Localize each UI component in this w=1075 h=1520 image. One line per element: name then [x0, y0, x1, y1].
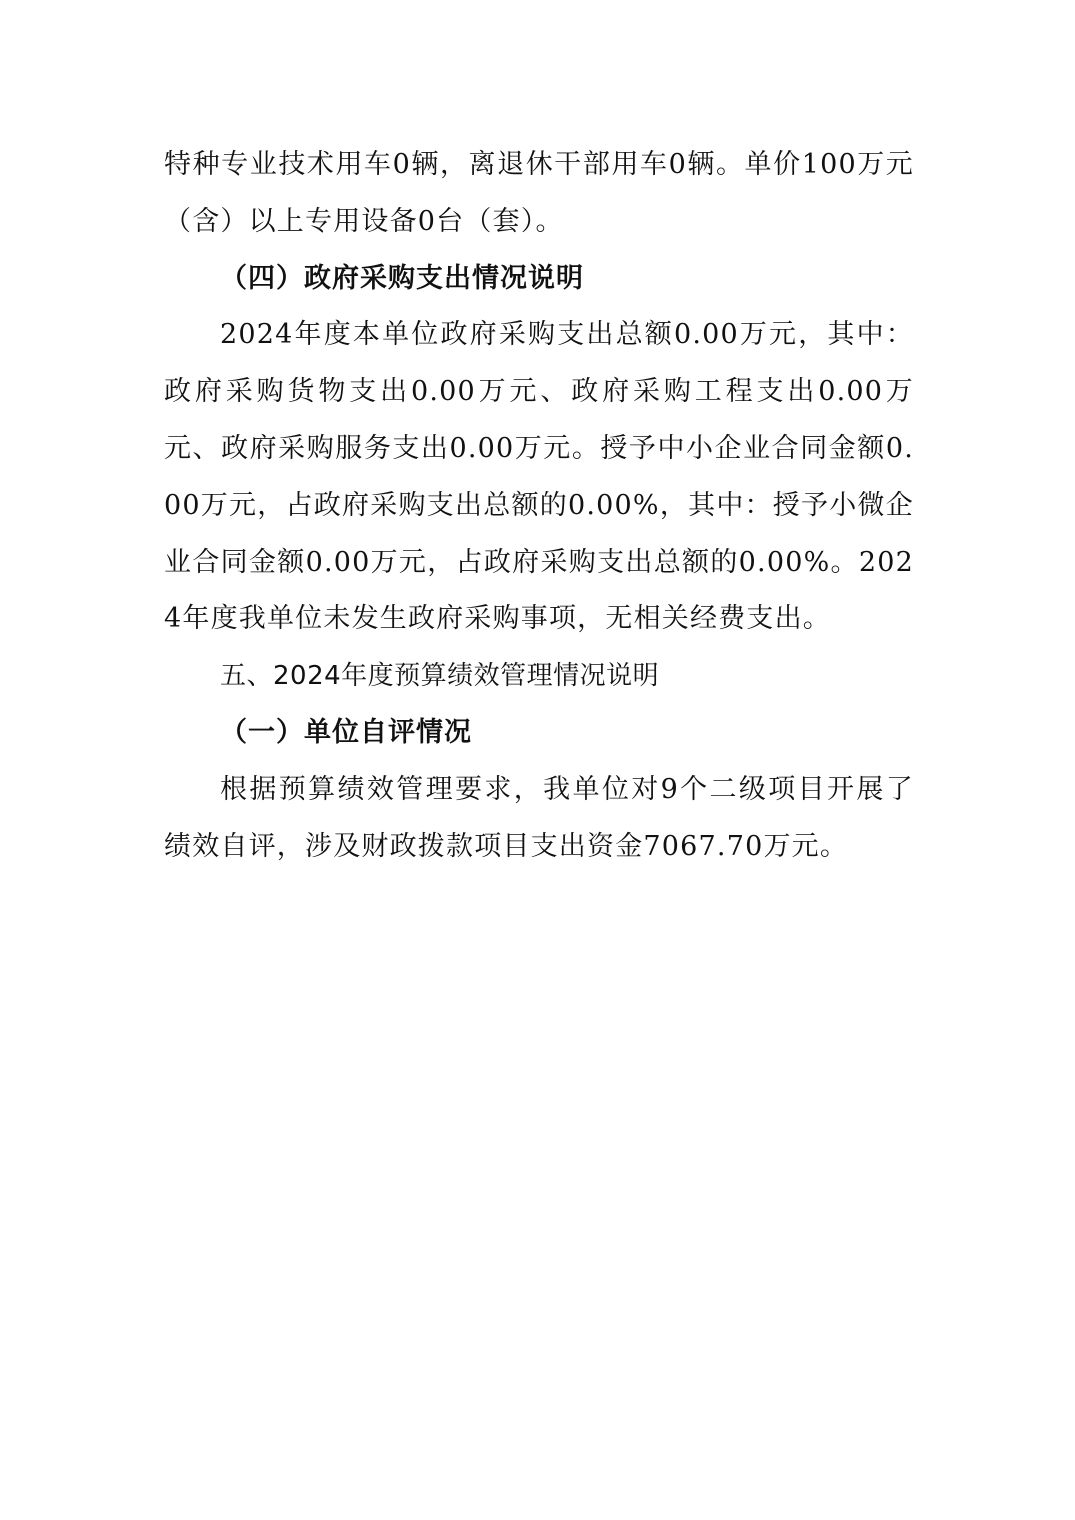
paragraph-vehicles-equipment: 特种专业技术用车0辆，离退休干部用车0辆。单价100万元（含）以上专用设备0台（套）。: [164, 149, 914, 237]
paragraph-self-evaluation: 根据预算绩效管理要求，我单位对9个二级项目开展了绩效自评，涉及财政拨款项目支出资金7067.70万元。: [164, 773, 914, 862]
heading-self-evaluation: （一）单位自评情况: [220, 716, 472, 748]
heading-section-five: 五、2024年度预算绩效管理情况说明: [220, 661, 660, 692]
heading-procurement: （四）政府采购支出情况说明: [220, 262, 584, 294]
paragraph-procurement: 2024年度本单位政府采购支出总额0.00万元，其中：政府采购货物支出0.00万元、政府采购工程支出0.00万元、政府采购服务支出0.00万元。授予中小企业合同金额0.00万元，占政府采购支出总额的0.00%，其中：授予小微企业合同金额0.00万元，占政府采购支出总额的0.00%。2024年度我单位未发生政府采购事项，无相关经费支出。: [164, 319, 914, 635]
document-page: [164, 137, 914, 875]
